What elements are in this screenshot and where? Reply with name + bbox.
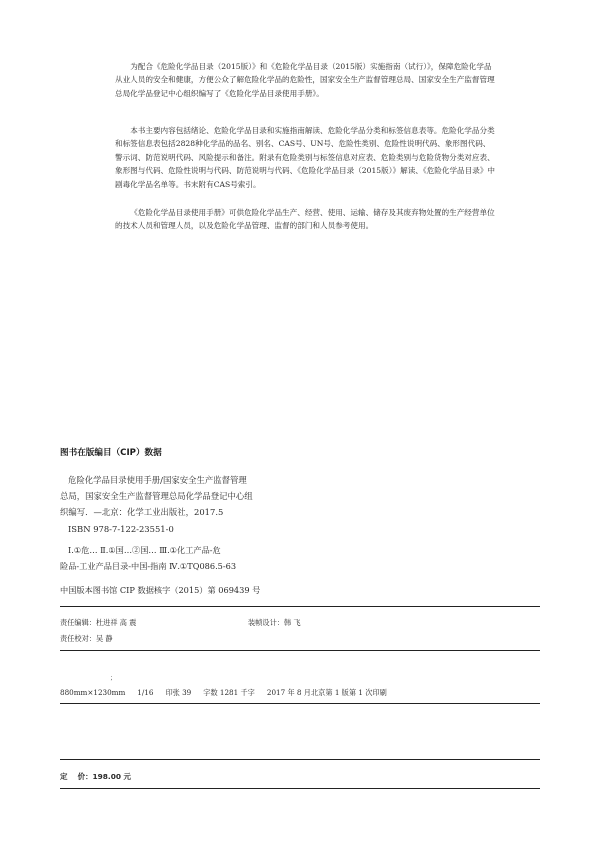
price-value: 198.00 元 — [92, 772, 131, 781]
cip-isbn: ISBN 978-7-122-23551-0 — [68, 523, 174, 534]
cip-classification-line-2: 险品-工业产品目录-中国-指南 Ⅳ.①TQ086.5-63 — [60, 561, 237, 572]
price — [60, 771, 131, 782]
pub-sheets: 印张 39 — [165, 688, 192, 697]
divider-top — [60, 606, 540, 607]
credit-proof-label: 责任校对： — [60, 634, 96, 643]
credit-design-label: 装帧设计： — [248, 618, 284, 627]
cip-number: 中国版本图书馆 CIP 数据核字（2015）第 069439 号 — [60, 585, 261, 595]
cip-title-line-2: 总局，国家安全生产监督管理总局化学品登记中心组 — [60, 491, 253, 502]
cip-classification — [60, 542, 370, 574]
publication-mark: ； — [110, 675, 117, 682]
pub-words: 字数 1281 千字 — [203, 688, 255, 697]
credit-editor-label: 责任编辑： — [60, 618, 96, 627]
cip-title-line-3: 织编写．—北京：化学工业出版社，2017.5 — [60, 507, 224, 518]
divider-credits — [60, 650, 540, 651]
credit-proofreader — [60, 634, 113, 644]
intro-paragraph-1: 为配合《危险化学品目录（2015版）》和《危险化学品目录（2015版）实施指南（试行）》，保障危险化学品从业人员的安全和健康，方便公众了解危险化学品的危险性，国家安全生产监督管理总局、国家安全生产监督管理总局化学品登记中心组织编写了《危险化学品目录使用手册》。 — [115, 62, 495, 98]
credit-editor — [60, 618, 136, 628]
pub-format: 1/16 — [137, 688, 154, 697]
price-label: 定 价： — [60, 772, 93, 781]
cip-title-block — [60, 472, 350, 537]
pub-size: 880mm×1230mm — [60, 688, 126, 697]
divider-price-bottom — [60, 788, 540, 789]
credit-design — [248, 618, 301, 628]
publication-info — [60, 688, 399, 698]
divider-pubinfo — [60, 703, 540, 704]
credit-design-value: 韩 飞 — [283, 618, 301, 627]
cip-heading: 图书在版编目（CIP）数据 — [60, 448, 162, 458]
credit-editor-value: 杜进祥 高 震 — [95, 618, 137, 627]
cip-title-line-1: 危险化学品目录使用手册/国家安全生产监督管理 — [68, 475, 247, 485]
divider-price-top — [60, 759, 540, 760]
credit-proof-value: 吴 静 — [95, 634, 113, 643]
intro-paragraph-2: 本书主要内容包括绪论、危险化学品目录和实施指南解读、危险化学品分类和标签信息表等。危险化学品分类和标签信息表包括2828种化学品的品名、别名、CAS号、UN号、危险性类别、危险性说明代码、象形图代码、警示词、防范说明代码、风险提示和备注。附录有危险类别与标签信息对应表、危险类别与危险货物分类对应表、象形图与代码、危险性说明与代码、防范说明与代码、《危险化学品目录（2015版）》解读、《危险化学品目录》中剧毒化学品名单等。书末附有CAS号索引。 — [115, 126, 496, 189]
cip-classification-line-1: Ⅰ.①危… Ⅱ.①国…②国… Ⅲ.①化工产品-危 — [68, 545, 221, 555]
pub-edition: 2017 年 8 月北京第 1 版第 1 次印刷 — [266, 688, 387, 697]
intro-paragraph-3: 《危险化学品目录使用手册》可供危险化学品生产、经营、使用、运输、储存及其废弃物处置的生产经营单位的技术人员和管理人员，以及危险化学品管理、监督的部门和人员参考使用。 — [115, 208, 495, 231]
